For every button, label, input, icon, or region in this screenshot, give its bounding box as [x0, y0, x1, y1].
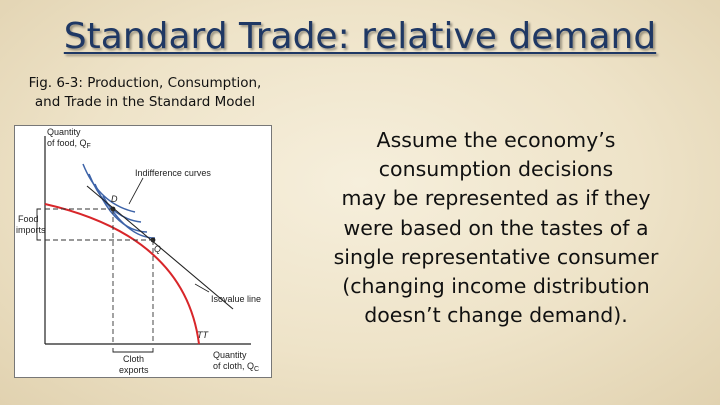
production-possibility-frontier — [45, 204, 199, 344]
cloth-exports-label-line-2: exports — [119, 365, 149, 375]
x-axis-label-line-2 — [213, 361, 259, 373]
figure-caption — [14, 74, 276, 112]
x-axis-label-line-1: Quantity — [213, 350, 247, 360]
y-axis-subscript: F — [86, 143, 91, 150]
tt-label: TT — [197, 330, 208, 340]
figure-diagram — [14, 125, 272, 378]
isovalue-line-label: Isovalue line — [211, 294, 262, 304]
slide-title: Standard Trade: relative demand — [63, 16, 657, 57]
food-imports-label-line-2: imports — [16, 225, 46, 235]
cloth-exports-label-line-1: Cloth — [123, 354, 145, 364]
body-line-4: were based on the tastes of a — [343, 215, 649, 240]
isovalue-label-leader — [195, 284, 209, 292]
indifference-curves-label: Indifference curves — [135, 168, 211, 178]
body-line-1: Assume the economy’s — [376, 128, 616, 152]
food-imports-label-line-1: Food — [18, 214, 39, 224]
body-line-5: single representative consumer — [333, 244, 659, 269]
body-line-7: doesn’t change demand). — [364, 303, 628, 328]
body-text — [300, 126, 692, 330]
figure-caption-line-2: and Trade in the Standard Model — [34, 94, 256, 110]
point-q-label: Q — [154, 244, 162, 254]
cloth-exports-bracket — [113, 348, 153, 352]
x-axis-label-text: of cloth, Q — [213, 361, 255, 371]
body-line-6: (changing income distribution — [342, 274, 650, 299]
body-line-3: may be represented as if they — [341, 186, 651, 211]
x-axis-subscript: C — [254, 366, 260, 373]
body-line-2: consumption decisions — [378, 157, 614, 182]
indifference-label-leader — [129, 178, 143, 204]
diagram-svg — [15, 126, 271, 377]
point-d-label: D — [111, 194, 118, 204]
figure-caption-line-1: Fig. 6-3: Production, Consumption, — [28, 75, 262, 91]
y-axis-label-line-2 — [47, 138, 91, 150]
y-axis-label-line-1: Quantity — [47, 127, 81, 137]
y-axis-label-text: of food, Q — [47, 138, 87, 148]
